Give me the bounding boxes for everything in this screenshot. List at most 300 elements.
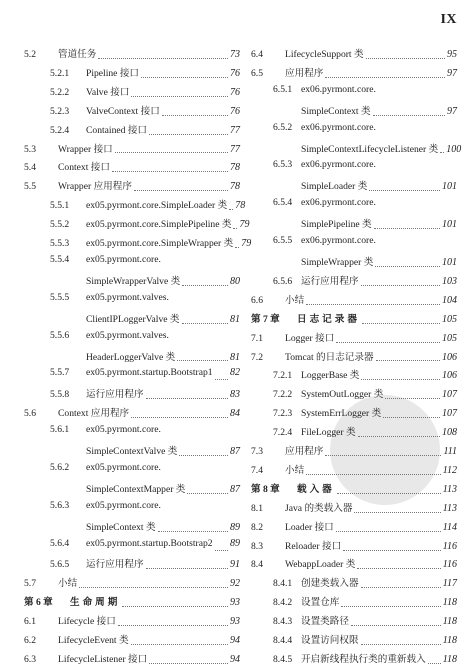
toc-entry-title: WebappLoader 类	[285, 559, 356, 571]
toc-entry-number: 5.5.1	[50, 200, 70, 212]
dot-leader	[325, 77, 445, 78]
toc-entry-page: 114	[442, 521, 457, 533]
toc-entry-page: 78	[230, 162, 240, 174]
toc-entry	[24, 65, 240, 84]
toc-entry-page: 80	[230, 275, 240, 287]
toc-entry-title: ValveContext 接口	[86, 105, 160, 117]
toc-entry-number: 5.5.4	[50, 253, 70, 265]
toc-entry	[251, 462, 457, 481]
dot-leader	[146, 568, 228, 569]
toc-entry-number: 5.5.7	[50, 367, 70, 379]
toc-entry-title: SimpleWrapperValve 类	[86, 275, 181, 287]
toc-entry	[251, 556, 457, 575]
toc-entry-title: FileLogger 类	[301, 427, 356, 439]
toc-entry	[251, 103, 457, 122]
dot-leader	[361, 587, 441, 588]
toc-entry-number: 5.6.4	[50, 537, 70, 549]
toc-entry	[24, 651, 240, 670]
toc-entry-number: 5.5	[24, 181, 36, 193]
toc-entry-page: 106	[442, 370, 457, 382]
dot-leader	[118, 625, 228, 626]
toc-entry-title: LifecycleListener 接口	[58, 654, 148, 665]
toc-entry	[251, 519, 457, 538]
toc-entry	[24, 159, 240, 178]
toc-entry-number: 8.3	[251, 540, 263, 552]
toc-entry-page: 83	[230, 389, 240, 401]
toc-entry	[251, 254, 457, 273]
toc-entry-number: 6.6	[251, 294, 263, 306]
toc-entry-number: 5.5.3	[50, 238, 70, 250]
dot-leader	[131, 417, 228, 418]
toc-entry-number: 6.3	[24, 654, 36, 665]
toc-entry-title: 管道任务	[58, 49, 97, 60]
dot-leader	[362, 323, 440, 324]
toc-entry-title: ex06.pyrmont.core.	[301, 121, 376, 133]
toc-entry-title: 小结	[285, 294, 305, 306]
toc-entry	[24, 84, 240, 103]
toc-entry-number: 5.6.5	[50, 559, 70, 571]
toc-entry-title: ex05.pyrmont.core.SimplePipeline 类	[86, 219, 232, 231]
toc-entry-page: 107	[442, 389, 457, 401]
toc-entry-page: 116	[442, 540, 457, 552]
toc-entry-page: 113	[442, 483, 457, 495]
toc-entry	[251, 386, 457, 405]
toc-entry-title: SimplePipeline 类	[301, 219, 372, 231]
toc-entry-number: 8.4.3	[273, 616, 293, 628]
toc-entry-page: 79	[241, 238, 252, 250]
toc-entry-number: 6.5.4	[273, 197, 293, 209]
toc-entry-page: 97	[447, 105, 457, 117]
toc-entry-number: 8.4.5	[273, 654, 293, 665]
toc-entry-title: Context 应用程序	[58, 408, 130, 420]
toc-entry	[24, 349, 240, 368]
dot-leader	[233, 228, 237, 229]
toc-entry	[24, 141, 240, 160]
toc-entry-page: 94	[230, 654, 240, 665]
page-number: IX	[440, 12, 457, 27]
toc-entry	[24, 500, 240, 519]
toc-entry	[251, 500, 457, 519]
dot-leader	[428, 663, 441, 664]
dot-leader	[354, 512, 440, 513]
toc-entry-page: 78	[230, 181, 240, 193]
dot-leader	[369, 190, 440, 191]
dot-leader	[341, 606, 440, 607]
toc-entry-title: ex05.pyrmont.startup.Bootstrap1	[86, 367, 213, 379]
toc-entry-title: ClientIPLoggerValve 类	[86, 313, 180, 325]
dot-leader	[215, 379, 228, 380]
dot-leader	[146, 398, 228, 399]
dot-leader	[361, 644, 441, 645]
toc-entry-title: Lifecycle 接口	[58, 616, 116, 628]
toc-entry	[24, 367, 240, 386]
toc-entry-page: 111	[443, 446, 457, 458]
toc-entry	[24, 519, 240, 538]
toc-entry	[24, 178, 240, 197]
toc-entry-page: 101	[442, 181, 457, 193]
toc-entry-title: 小结	[285, 464, 305, 476]
toc-entry-number: 7.2.1	[273, 370, 293, 382]
toc-entry	[24, 481, 240, 500]
toc-entry-page: 118	[442, 616, 457, 628]
toc-entry	[24, 235, 252, 254]
toc-entry	[24, 216, 250, 235]
toc-entry-number: 6.1	[24, 616, 36, 628]
toc-entry	[251, 443, 457, 462]
toc-entry	[251, 84, 457, 103]
toc-entry-title: SimpleWrapper 类	[301, 256, 374, 268]
toc-entry	[24, 122, 240, 141]
toc-entry-title: ex06.pyrmont.core.	[301, 83, 376, 95]
toc-entry-number: 6.5.6	[273, 275, 293, 287]
toc-entry-number: 8.4.1	[273, 578, 293, 590]
toc-entry-page: 97	[447, 67, 457, 79]
toc-entry	[24, 292, 240, 311]
toc-left-column	[24, 46, 252, 670]
dot-leader	[376, 360, 440, 361]
toc-entry-page: 92	[230, 578, 240, 590]
dot-leader	[325, 455, 441, 456]
toc-entry	[24, 575, 240, 594]
toc-entry-title: Wrapper 接口	[58, 143, 113, 155]
toc-entry	[251, 197, 457, 216]
toc-entry-number: 5.5.8	[50, 389, 70, 401]
dot-leader	[235, 247, 239, 248]
toc-entry-number: 5.5.2	[50, 219, 70, 231]
toc-entry	[251, 178, 457, 197]
toc-entry-number: 5.7	[24, 578, 36, 590]
toc-entry-title: 设置类路径	[301, 616, 349, 628]
toc-entry	[251, 292, 457, 311]
toc-entry-page: 81	[230, 351, 240, 363]
toc-entry-page: 89	[230, 521, 240, 533]
toc-entry-page: 118	[442, 654, 457, 665]
toc-entry-page: 73	[230, 49, 240, 60]
toc-entry	[24, 632, 240, 651]
toc-entry-page: 76	[230, 86, 240, 98]
toc-entry-page: 94	[230, 635, 240, 647]
toc-entry-number: 8.1	[251, 502, 263, 514]
toc-entry	[24, 46, 240, 65]
toc-entry-title: 创建类载入器	[301, 578, 359, 590]
toc-entry-title: Tomcat 的日志记录器	[285, 351, 374, 363]
toc-entry-title: LoggerBase 类	[301, 370, 360, 382]
toc-right-column	[251, 46, 462, 670]
toc-entry	[251, 575, 457, 594]
dot-leader	[215, 550, 228, 551]
toc-entry	[251, 424, 457, 443]
toc-entry-title: 小结	[58, 578, 78, 590]
dot-leader	[375, 266, 440, 267]
toc-entry	[24, 311, 240, 330]
toc-entry-page: 103	[442, 275, 457, 287]
dot-leader	[141, 77, 228, 78]
toc-entry-number: 5.6.2	[50, 461, 70, 473]
toc-entry-number: 5.6.3	[50, 499, 70, 511]
toc-entry-number: 5.6.1	[50, 424, 70, 436]
toc-entry-title: ex06.pyrmont.core.	[301, 197, 376, 209]
toc-entry-title: ex05.pyrmont.core.SimpleWrapper 类	[86, 238, 234, 250]
toc-entry-title: ex05.pyrmont.core.	[86, 253, 161, 265]
dot-leader	[187, 493, 228, 494]
toc-entry-page: 117	[442, 578, 457, 590]
toc-entry	[24, 254, 240, 273]
toc-entry-number: 7.4	[251, 464, 263, 476]
toc-entry-title: Context 接口	[58, 162, 110, 174]
toc-entry-page: 84	[230, 408, 240, 420]
toc-entry-page: 118	[442, 635, 457, 647]
toc-entry-number: 5.5.6	[50, 329, 70, 341]
toc-entry-title: 日志记录器	[297, 313, 360, 325]
toc-entry-number: 8.4.4	[273, 635, 293, 647]
toc-entry-page: 105	[442, 332, 457, 344]
toc-entry	[251, 349, 457, 368]
dot-leader	[373, 115, 445, 116]
toc-entry	[251, 141, 462, 160]
dot-leader	[229, 209, 233, 210]
toc-entry-page: 87	[230, 446, 240, 458]
toc-entry-page: 101	[442, 219, 457, 231]
toc-entry-page: 81	[230, 313, 240, 325]
toc-entry-number: 6.5.1	[273, 83, 293, 95]
toc-entry-page: 118	[442, 597, 457, 609]
toc-entry-number: 8.4	[251, 559, 263, 571]
dot-leader	[336, 342, 440, 343]
toc-entry-title: 运行应用程序	[86, 559, 144, 571]
toc-entry-title: Wrapper 应用程序	[58, 181, 132, 193]
toc-entry-title: Java 的类载入器	[285, 502, 353, 514]
toc-entry-number: 8.2	[251, 521, 263, 533]
toc-entry	[251, 273, 457, 292]
toc-entry	[24, 538, 240, 557]
toc-entry-title: SimpleContextMapper 类	[86, 483, 186, 495]
dot-leader	[158, 531, 228, 532]
toc-entry-title: 生命周期	[70, 597, 121, 609]
toc-entry-title: 设置仓库	[301, 597, 340, 609]
dot-leader	[122, 606, 228, 607]
dot-leader	[440, 152, 444, 153]
toc-entry-page: 77	[230, 143, 240, 155]
toc-entry-page: 77	[230, 124, 240, 136]
toc-entry-title: 设置访问权限	[301, 635, 359, 647]
toc-entry-number: 第 8 章	[251, 483, 280, 495]
toc-entry	[251, 367, 457, 386]
toc-entry-title: ex05.pyrmont.core.	[86, 461, 161, 473]
dot-leader	[179, 455, 228, 456]
toc-entry-page: 76	[230, 67, 240, 79]
dot-leader	[162, 115, 228, 116]
toc-entry-title: HeaderLoggerValve 类	[86, 351, 176, 363]
toc-entry-title: Reloader 接口	[285, 540, 342, 552]
dot-leader	[385, 398, 440, 399]
dot-leader	[361, 379, 440, 380]
dot-leader	[131, 644, 228, 645]
toc-entry-title: Logger 接口	[285, 332, 335, 344]
toc-entry-number: 5.2	[24, 49, 36, 60]
toc-entry	[251, 216, 457, 235]
dot-leader	[351, 625, 441, 626]
dot-leader	[177, 360, 228, 361]
toc-entry-number: 7.2.3	[273, 408, 293, 420]
toc-entry-title: SimpleContextValve 类	[86, 446, 178, 458]
toc-entry-page: 113	[442, 502, 457, 514]
toc-entry-title: Loader 接口	[285, 521, 334, 533]
toc-entry-title: ex05.pyrmont.core.	[86, 499, 161, 511]
toc-entry-page: 78	[235, 200, 246, 212]
toc-entry-title: SimpleContext 类	[301, 105, 371, 117]
toc-entry-page: 76	[230, 105, 240, 117]
toc-entry-title: SimpleLoader 类	[301, 181, 368, 193]
toc-entry-page: 93	[230, 616, 240, 628]
toc-entry-page: 89	[230, 537, 240, 549]
toc-entry-title: LifecycleEvent 类	[58, 635, 129, 647]
toc-entry-title: ex06.pyrmont.core.	[301, 159, 376, 171]
toc-entry-number: 7.2.4	[273, 427, 293, 439]
toc-entry-title: SimpleContextLifecycleListener 类	[301, 143, 439, 155]
dot-leader	[149, 663, 228, 664]
toc-entry-number: 7.1	[251, 332, 263, 344]
toc-entry-number: 6.2	[24, 635, 36, 647]
dot-leader	[366, 58, 445, 59]
toc-entry	[251, 651, 457, 670]
dot-leader	[306, 304, 440, 305]
toc-entry-number: 5.6	[24, 408, 36, 420]
toc-entry-page: 101	[442, 256, 457, 268]
toc-entry	[24, 103, 240, 122]
dot-leader	[134, 190, 228, 191]
dot-leader	[343, 550, 441, 551]
dot-leader	[131, 96, 228, 97]
toc-entry-number: 5.2.2	[50, 86, 70, 98]
dot-leader	[112, 171, 228, 172]
toc-entry	[251, 481, 457, 500]
toc-entry	[24, 386, 240, 405]
toc-entry-page: 104	[442, 294, 457, 306]
toc-entry-page: 108	[442, 427, 457, 439]
dot-leader	[79, 587, 228, 588]
toc-entry-page: 107	[442, 408, 457, 420]
toc-entry	[251, 122, 457, 141]
toc-entry-number: 7.2.2	[273, 389, 293, 401]
dot-leader	[306, 474, 441, 475]
dot-leader	[337, 493, 441, 494]
dot-leader	[115, 152, 228, 153]
toc-entry-number: 5.2.4	[50, 124, 70, 136]
toc-entry-page: 79	[239, 219, 250, 231]
toc-entry-title: ex05.pyrmont.core.	[86, 424, 161, 436]
toc-entry-number: 7.3	[251, 446, 263, 458]
toc-entry-title: 开启新线程执行类的重新载入	[301, 654, 426, 665]
toc-entry	[251, 46, 457, 65]
toc-entry-number: 8.4.2	[273, 597, 293, 609]
toc-entry-page: 106	[442, 351, 457, 363]
toc-entry-page: 116	[442, 559, 457, 571]
toc-entry	[251, 65, 457, 84]
dot-leader	[361, 285, 440, 286]
toc-entry	[251, 405, 457, 424]
toc-entry	[24, 613, 240, 632]
dot-leader	[182, 323, 228, 324]
toc-entry	[24, 197, 246, 216]
toc-entry-title: 应用程序	[285, 67, 324, 79]
dot-leader	[182, 285, 228, 286]
toc-entry-number: 5.2.3	[50, 105, 70, 117]
toc-entry-title: 运行应用程序	[301, 275, 359, 287]
toc-entry-page: 91	[230, 559, 240, 571]
toc-entry	[24, 405, 240, 424]
toc-entry-page: 93	[230, 597, 240, 609]
toc-entry-title: SystemOutLogger 类	[301, 389, 384, 401]
toc-entry-title: Valve 接口	[86, 86, 130, 98]
toc-entry-page: 100	[446, 143, 462, 155]
dot-leader	[149, 134, 228, 135]
toc-entry-number: 6.5.5	[273, 235, 293, 247]
toc-entry-page: 112	[442, 464, 457, 476]
toc-entry-number: 7.2	[251, 351, 263, 363]
toc-entry	[251, 235, 457, 254]
dot-leader	[357, 568, 440, 569]
toc-entry-title: 载入器	[297, 483, 335, 495]
toc-entry	[24, 273, 240, 292]
toc-entry	[24, 556, 240, 575]
toc-entry-page: 105	[442, 313, 457, 325]
toc-entry-page: 82	[230, 367, 240, 379]
toc-entry-number: 6.5.2	[273, 121, 293, 133]
toc-entry-number: 5.5.5	[50, 291, 70, 303]
toc-entry	[24, 594, 240, 613]
toc-entry-title: SimpleContext 类	[86, 521, 156, 533]
toc-entry-number: 第 6 章	[24, 597, 53, 609]
dot-leader	[358, 436, 440, 437]
toc-entry-number: 6.4	[251, 49, 263, 60]
toc-entry-page: 95	[447, 49, 457, 60]
toc-entry-title: ex06.pyrmont.core.	[301, 235, 376, 247]
toc-entry-title: 运行应用程序	[86, 389, 144, 401]
toc-entry	[24, 462, 240, 481]
toc-entry-title: ex05.pyrmont.valves.	[86, 291, 169, 303]
toc-entry-title: ex05.pyrmont.core.SimpleLoader 类	[86, 200, 228, 212]
dot-leader	[374, 228, 440, 229]
toc-entry-number: 5.4	[24, 162, 36, 174]
toc-entry	[251, 632, 457, 651]
toc-entry	[251, 159, 457, 178]
toc-entry-title: 应用程序	[285, 446, 324, 458]
toc-entry-title: ex05.pyrmont.startup.Bootstrap2	[86, 537, 213, 549]
toc-entry-title: Pipeline 接口	[86, 67, 140, 79]
toc-entry	[251, 538, 457, 557]
toc-entry-number: 第 7 章	[251, 313, 280, 325]
toc-entry	[24, 443, 240, 462]
dot-leader	[336, 531, 441, 532]
toc-entry-number: 6.5.3	[273, 159, 293, 171]
toc-entry	[24, 424, 240, 443]
toc-entry-number: 5.2.1	[50, 67, 70, 79]
toc-entry	[24, 330, 240, 349]
toc-entry-title: LifecycleSupport 类	[285, 49, 364, 60]
toc-entry-title: SystemErrLogger 类	[301, 408, 382, 420]
toc-entry	[251, 311, 457, 330]
toc-entry	[251, 613, 457, 632]
toc-entry	[251, 330, 457, 349]
dot-leader	[383, 417, 440, 418]
toc-entry	[251, 594, 457, 613]
dot-leader	[98, 58, 228, 59]
toc-entry-number: 5.3	[24, 143, 36, 155]
toc-entry-page: 87	[230, 483, 240, 495]
toc-entry-title: Contained 接口	[86, 124, 148, 136]
toc-entry-title: ex05.pyrmont.valves.	[86, 329, 169, 341]
toc-entry-number: 6.5	[251, 67, 263, 79]
